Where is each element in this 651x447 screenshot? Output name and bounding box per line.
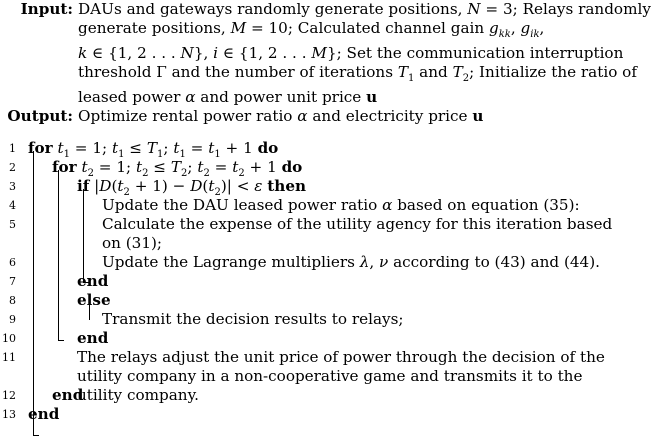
- for-loop-1-foot: [33, 435, 39, 436]
- step-text: end: [77, 272, 109, 290]
- step-number: 7: [9, 275, 16, 288]
- step-text: for $t_1 = 1$; $t_1 \le T_1$; $t_1 = t_1 + 1$ do: [28, 139, 279, 161]
- step-number: 8: [9, 294, 16, 307]
- input-line-2: generate positions, M = 10; Calculated channel gain $g_{kk}$, $g_{ik}$,: [78, 19, 545, 41]
- input-line-5: leased power α and power unit price u: [78, 88, 378, 107]
- step-number: 4: [9, 199, 16, 212]
- input-text: [78, 0, 651, 107]
- step-1: [0, 139, 625, 161]
- step-number: 10: [2, 332, 16, 345]
- step-number: 11: [2, 351, 16, 364]
- step-9: [0, 310, 625, 329]
- step-text: Transmit the decision results to relays;: [102, 310, 404, 328]
- output-row: [0, 107, 625, 126]
- step-text: for $t_2 = 1$; $t_2 \le T_2$; $t_2 = t_2 + 1$ do: [52, 158, 303, 180]
- input-row: [0, 0, 651, 107]
- input-line-1: DAUs and gateways randomly generate positions, N = 3; Relays randomly: [78, 0, 651, 18]
- step-13: [0, 405, 625, 424]
- step-number: 1: [9, 142, 16, 155]
- step-text: end: [28, 405, 60, 423]
- step-number: 2: [9, 161, 16, 174]
- step-text: end: [52, 386, 84, 404]
- step-2: [0, 158, 625, 180]
- output-text: Optimize rental power ratio α and electricity price u: [78, 107, 484, 126]
- step-text: Update the Lagrange multipliers λ, ν according to (43) and (44).: [102, 253, 600, 271]
- step-number: 9: [9, 313, 16, 326]
- step-text: end: [77, 329, 109, 347]
- step-10: [0, 329, 625, 348]
- step-6: [0, 253, 625, 272]
- step-4: [0, 196, 625, 215]
- input-line-3: k ∈ {1, 2 . . . N}, i ∈ {1, 2 . . . M}; Set the communication interruption: [78, 44, 624, 63]
- step-7: [0, 272, 625, 291]
- step-12: [0, 386, 625, 405]
- step-text: Update the DAU leased power ratio α based on equation (35):: [102, 196, 580, 214]
- step-number: 6: [9, 256, 16, 269]
- algorithm-steps: [0, 139, 625, 424]
- step-text: else: [77, 291, 111, 309]
- io-block: [0, 0, 651, 126]
- step-text: The relays adjust the unit price of power through the decision of the utility company in a non-cooperative game and transmits it to the utility company.: [77, 348, 605, 404]
- step-5: [0, 215, 625, 253]
- step-text: if $|D(t_2 + 1) - D(t_2)| < \varepsilon$ then: [77, 177, 307, 199]
- step-number: 5: [9, 218, 16, 231]
- step-number: 12: [2, 389, 16, 402]
- input-label: Input:: [20, 0, 73, 18]
- output-label: Output:: [7, 107, 73, 126]
- step-3: [0, 177, 625, 199]
- step-8: [0, 291, 625, 310]
- step-text: Calculate the expense of the utility agency for this iteration based on (31);: [102, 215, 613, 252]
- step-number: 3: [9, 180, 16, 193]
- input-line-4: threshold Γ and the number of iterations $T_1$ and $T_2$; Initialize the ratio of: [78, 63, 637, 85]
- step-number: 13: [2, 408, 16, 421]
